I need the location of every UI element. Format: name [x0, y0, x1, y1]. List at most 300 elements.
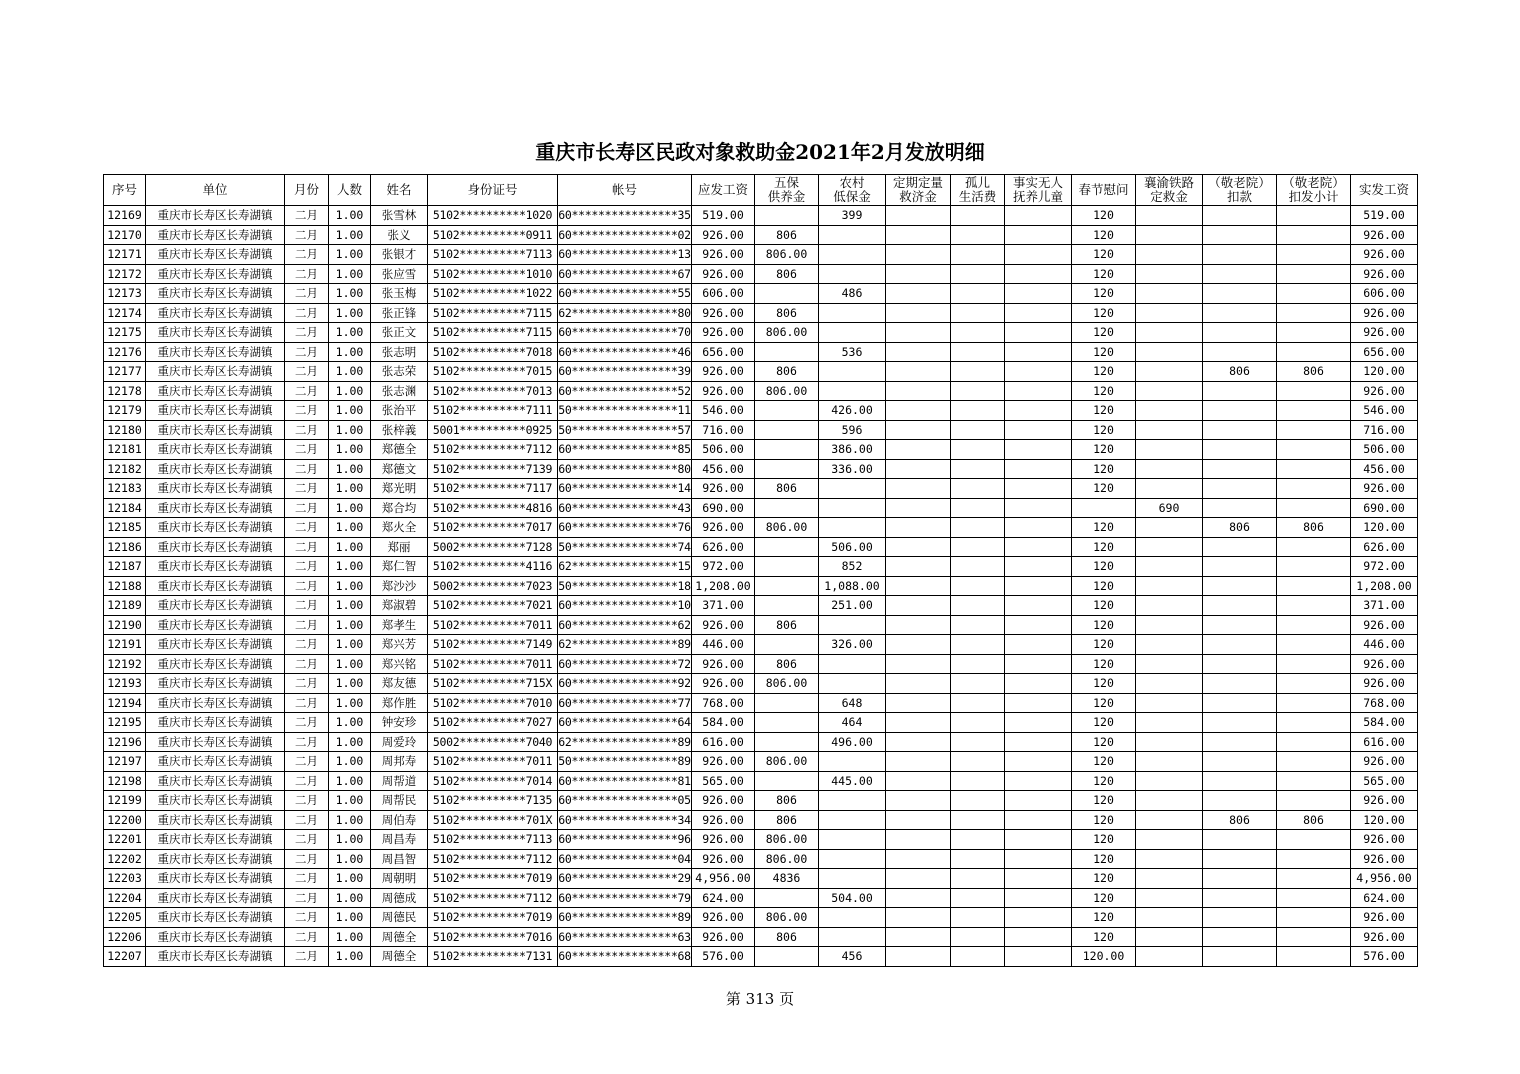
cell-guer: [951, 518, 1005, 538]
cell-idno: 5102**********0911: [428, 225, 558, 245]
cell-month: 二月: [285, 615, 329, 635]
cell-jlxj: [1277, 635, 1351, 655]
cell-xiangyu: [1136, 693, 1203, 713]
cell-wubao: [755, 342, 819, 362]
cell-seq: 12185: [104, 518, 146, 538]
table-row: [104, 498, 1418, 518]
cell-chunjie: 120: [1072, 381, 1136, 401]
column-header-label: 春节慰问: [1078, 182, 1129, 197]
cell-due: 972.00: [692, 557, 755, 577]
cell-name: 张义: [371, 225, 428, 245]
cell-actual: 120.00: [1351, 518, 1418, 538]
cell-dibao: [819, 479, 886, 499]
table-row: [104, 849, 1418, 869]
cell-dingqi: [886, 537, 951, 557]
cell-actual: 926.00: [1351, 323, 1418, 343]
cell-actual: 926.00: [1351, 791, 1418, 811]
cell-month: 二月: [285, 557, 329, 577]
cell-dingqi: [886, 303, 951, 323]
cell-jlkk: 806: [1203, 518, 1277, 538]
cell-wubao: 806: [755, 264, 819, 284]
cell-month: 二月: [285, 908, 329, 928]
cell-seq: 12198: [104, 771, 146, 791]
cell-actual: 926.00: [1351, 830, 1418, 850]
cell-wubao: [755, 693, 819, 713]
cell-chunjie: 120: [1072, 674, 1136, 694]
cell-month: 二月: [285, 791, 329, 811]
cell-guer: [951, 245, 1005, 265]
cell-xiangyu: [1136, 576, 1203, 596]
cell-jlxj: [1277, 323, 1351, 343]
cell-account: 60****************77: [558, 693, 692, 713]
cell-jlkk: [1203, 557, 1277, 577]
cell-jlkk: [1203, 771, 1277, 791]
cell-jlxj: [1277, 401, 1351, 421]
cell-unit: 重庆市长寿区长寿湖镇: [146, 479, 285, 499]
cell-actual: 584.00: [1351, 713, 1418, 733]
cell-jlxj: [1277, 459, 1351, 479]
cell-jlkk: [1203, 323, 1277, 343]
cell-chunjie: 120: [1072, 596, 1136, 616]
cell-chunjie: 120: [1072, 420, 1136, 440]
cell-seq: 12205: [104, 908, 146, 928]
table-row: [104, 342, 1418, 362]
cell-actual: 972.00: [1351, 557, 1418, 577]
cell-dingqi: [886, 479, 951, 499]
cell-idno: 5102**********715X: [428, 674, 558, 694]
cell-xiangyu: [1136, 479, 1203, 499]
cell-xiangyu: [1136, 888, 1203, 908]
cell-dibao: [819, 518, 886, 538]
column-header-line: 低保金: [833, 189, 871, 204]
cell-jlxj: [1277, 791, 1351, 811]
cell-jlxj: [1277, 381, 1351, 401]
column-header-actual: [1351, 175, 1418, 206]
cell-people: 1.00: [329, 576, 371, 596]
cell-jlxj: [1277, 576, 1351, 596]
cell-month: 二月: [285, 206, 329, 226]
cell-month: 二月: [285, 323, 329, 343]
cell-shishi: [1005, 752, 1072, 772]
cell-actual: 926.00: [1351, 303, 1418, 323]
cell-actual: 120.00: [1351, 810, 1418, 830]
cell-jlkk: [1203, 381, 1277, 401]
cell-month: 二月: [285, 947, 329, 967]
cell-dibao: [819, 927, 886, 947]
cell-unit: 重庆市长寿区长寿湖镇: [146, 674, 285, 694]
cell-xiangyu: [1136, 908, 1203, 928]
cell-shishi: [1005, 654, 1072, 674]
column-header-line: 定救金: [1150, 189, 1188, 204]
cell-people: 1.00: [329, 596, 371, 616]
cell-wubao: [755, 498, 819, 518]
cell-chunjie: 120: [1072, 518, 1136, 538]
cell-dibao: 1,088.00: [819, 576, 886, 596]
cell-idno: 5102**********7011: [428, 615, 558, 635]
cell-shishi: [1005, 830, 1072, 850]
cell-unit: 重庆市长寿区长寿湖镇: [146, 557, 285, 577]
cell-shishi: [1005, 440, 1072, 460]
cell-seq: 12189: [104, 596, 146, 616]
cell-jlxj: [1277, 927, 1351, 947]
cell-unit: 重庆市长寿区长寿湖镇: [146, 849, 285, 869]
cell-name: 张正锋: [371, 303, 428, 323]
cell-actual: 690.00: [1351, 498, 1418, 518]
cell-idno: 5102**********7015: [428, 362, 558, 382]
cell-dibao: 852: [819, 557, 886, 577]
cell-due: 926.00: [692, 479, 755, 499]
cell-chunjie: 120: [1072, 635, 1136, 655]
cell-xiangyu: [1136, 830, 1203, 850]
cell-wubao: [755, 401, 819, 421]
cell-dibao: [819, 752, 886, 772]
cell-xiangyu: [1136, 518, 1203, 538]
table-row: [104, 557, 1418, 577]
cell-shishi: [1005, 225, 1072, 245]
cell-dingqi: [886, 284, 951, 304]
relief-payment-table: [103, 174, 1418, 967]
cell-dingqi: [886, 927, 951, 947]
column-header-line: 扣款: [1226, 189, 1252, 204]
cell-jlxj: [1277, 537, 1351, 557]
cell-jlkk: [1203, 479, 1277, 499]
cell-dingqi: [886, 693, 951, 713]
column-header-guer: [951, 175, 1005, 206]
cell-dibao: [819, 615, 886, 635]
cell-unit: 重庆市长寿区长寿湖镇: [146, 791, 285, 811]
cell-xiangyu: [1136, 440, 1203, 460]
cell-xiangyu: [1136, 323, 1203, 343]
cell-month: 二月: [285, 342, 329, 362]
cell-guer: [951, 284, 1005, 304]
column-header-label: 序号: [111, 182, 137, 197]
cell-jlxj: [1277, 674, 1351, 694]
cell-chunjie: 120: [1072, 284, 1136, 304]
cell-seq: 12177: [104, 362, 146, 382]
cell-idno: 5102**********7018: [428, 342, 558, 362]
cell-chunjie: 120: [1072, 440, 1136, 460]
cell-unit: 重庆市长寿区长寿湖镇: [146, 498, 285, 518]
cell-due: 926.00: [692, 830, 755, 850]
cell-xiangyu: [1136, 927, 1203, 947]
cell-dingqi: [886, 420, 951, 440]
cell-account: 60****************80: [558, 459, 692, 479]
cell-people: 1.00: [329, 381, 371, 401]
cell-due: 616.00: [692, 732, 755, 752]
table-row: [104, 947, 1418, 967]
cell-people: 1.00: [329, 654, 371, 674]
cell-name: 周爱玲: [371, 732, 428, 752]
cell-seq: 12201: [104, 830, 146, 850]
cell-account: 60****************64: [558, 713, 692, 733]
cell-guer: [951, 635, 1005, 655]
cell-jlkk: [1203, 420, 1277, 440]
cell-chunjie: 120: [1072, 303, 1136, 323]
cell-dingqi: [886, 381, 951, 401]
cell-people: 1.00: [329, 303, 371, 323]
page-title: 重庆市长寿区民政对象救助金2021年2月发放明细: [535, 140, 985, 164]
cell-seq: 12172: [104, 264, 146, 284]
cell-actual: 456.00: [1351, 459, 1418, 479]
cell-unit: 重庆市长寿区长寿湖镇: [146, 284, 285, 304]
cell-jlkk: [1203, 674, 1277, 694]
cell-dibao: [819, 830, 886, 850]
cell-dibao: 326.00: [819, 635, 886, 655]
cell-seq: 12204: [104, 888, 146, 908]
cell-guer: [951, 323, 1005, 343]
cell-jlkk: [1203, 713, 1277, 733]
column-header-label: 单位: [202, 182, 228, 197]
cell-guer: [951, 537, 1005, 557]
cell-name: 钟安珍: [371, 713, 428, 733]
cell-account: 60****************70: [558, 323, 692, 343]
cell-xiangyu: [1136, 459, 1203, 479]
cell-account: 60****************46: [558, 342, 692, 362]
cell-jlkk: [1203, 576, 1277, 596]
cell-dingqi: [886, 849, 951, 869]
cell-dibao: 486: [819, 284, 886, 304]
cell-actual: 926.00: [1351, 479, 1418, 499]
cell-month: 二月: [285, 752, 329, 772]
cell-shishi: [1005, 323, 1072, 343]
column-header-line: 抚养儿童: [1012, 189, 1063, 204]
cell-xiangyu: [1136, 245, 1203, 265]
cell-seq: 12197: [104, 752, 146, 772]
cell-wubao: 806: [755, 225, 819, 245]
cell-actual: 926.00: [1351, 245, 1418, 265]
column-header-xiangyu: [1136, 175, 1203, 206]
cell-month: 二月: [285, 713, 329, 733]
cell-account: 60****************04: [558, 849, 692, 869]
cell-shishi: [1005, 401, 1072, 421]
cell-unit: 重庆市长寿区长寿湖镇: [146, 420, 285, 440]
cell-month: 二月: [285, 830, 329, 850]
cell-name: 郑火全: [371, 518, 428, 538]
table-row: [104, 264, 1418, 284]
cell-jlkk: [1203, 888, 1277, 908]
cell-month: 二月: [285, 401, 329, 421]
cell-jlxj: 806: [1277, 810, 1351, 830]
cell-actual: 576.00: [1351, 947, 1418, 967]
cell-name: 张志渊: [371, 381, 428, 401]
cell-jlxj: [1277, 245, 1351, 265]
cell-chunjie: 120.00: [1072, 947, 1136, 967]
cell-dingqi: [886, 557, 951, 577]
cell-wubao: 806.00: [755, 518, 819, 538]
cell-shishi: [1005, 206, 1072, 226]
cell-idno: 5102**********7010: [428, 693, 558, 713]
cell-guer: [951, 713, 1005, 733]
cell-dibao: 536: [819, 342, 886, 362]
cell-account: 60****************67: [558, 264, 692, 284]
cell-account: 60****************02: [558, 225, 692, 245]
cell-unit: 重庆市长寿区长寿湖镇: [146, 362, 285, 382]
cell-xiangyu: [1136, 225, 1203, 245]
cell-wubao: [755, 420, 819, 440]
column-header-people: [329, 175, 371, 206]
cell-xiangyu: [1136, 596, 1203, 616]
cell-shishi: [1005, 342, 1072, 362]
cell-actual: 926.00: [1351, 849, 1418, 869]
cell-chunjie: 120: [1072, 225, 1136, 245]
cell-seq: 12179: [104, 401, 146, 421]
cell-guer: [951, 576, 1005, 596]
cell-jlkk: [1203, 596, 1277, 616]
cell-shishi: [1005, 615, 1072, 635]
cell-name: 郑兴铭: [371, 654, 428, 674]
cell-account: 60****************14: [558, 479, 692, 499]
cell-dibao: 648: [819, 693, 886, 713]
cell-jlxj: [1277, 303, 1351, 323]
cell-actual: 626.00: [1351, 537, 1418, 557]
cell-wubao: 806.00: [755, 245, 819, 265]
cell-unit: 重庆市长寿区长寿湖镇: [146, 654, 285, 674]
page-number: 第 313 页: [725, 990, 795, 1008]
cell-due: 926.00: [692, 908, 755, 928]
cell-unit: 重庆市长寿区长寿湖镇: [146, 323, 285, 343]
column-header-line: 定期定量: [892, 175, 943, 190]
cell-account: 60****************92: [558, 674, 692, 694]
table-row: [104, 440, 1418, 460]
cell-name: 郑兴芳: [371, 635, 428, 655]
cell-actual: 546.00: [1351, 401, 1418, 421]
cell-dingqi: [886, 791, 951, 811]
cell-wubao: 806: [755, 479, 819, 499]
cell-dingqi: [886, 615, 951, 635]
cell-name: 周朝明: [371, 869, 428, 889]
cell-month: 二月: [285, 303, 329, 323]
cell-wubao: [755, 888, 819, 908]
cell-idno: 5002**********7128: [428, 537, 558, 557]
table-row: [104, 927, 1418, 947]
cell-account: 60****************39: [558, 362, 692, 382]
cell-shishi: [1005, 791, 1072, 811]
cell-shishi: [1005, 713, 1072, 733]
cell-jlxj: [1277, 596, 1351, 616]
cell-dingqi: [886, 674, 951, 694]
cell-shishi: [1005, 264, 1072, 284]
cell-people: 1.00: [329, 362, 371, 382]
cell-due: 519.00: [692, 206, 755, 226]
cell-seq: 12191: [104, 635, 146, 655]
cell-idno: 5102**********4116: [428, 557, 558, 577]
cell-account: 60****************79: [558, 888, 692, 908]
cell-account: 60****************89: [558, 908, 692, 928]
cell-unit: 重庆市长寿区长寿湖镇: [146, 245, 285, 265]
cell-month: 二月: [285, 869, 329, 889]
cell-jlkk: [1203, 693, 1277, 713]
cell-seq: 12182: [104, 459, 146, 479]
cell-shishi: [1005, 537, 1072, 557]
cell-jlkk: [1203, 732, 1277, 752]
cell-seq: 12187: [104, 557, 146, 577]
cell-name: 周伯寿: [371, 810, 428, 830]
cell-due: 565.00: [692, 771, 755, 791]
cell-seq: 12170: [104, 225, 146, 245]
cell-dibao: 426.00: [819, 401, 886, 421]
table-row: [104, 693, 1418, 713]
column-header-line: （敬老院）: [1208, 175, 1271, 190]
cell-people: 1.00: [329, 557, 371, 577]
cell-seq: 12184: [104, 498, 146, 518]
cell-account: 50****************74: [558, 537, 692, 557]
cell-actual: 120.00: [1351, 362, 1418, 382]
cell-seq: 12195: [104, 713, 146, 733]
cell-chunjie: 120: [1072, 615, 1136, 635]
cell-dingqi: [886, 654, 951, 674]
cell-account: 60****************52: [558, 381, 692, 401]
cell-jlxj: [1277, 342, 1351, 362]
cell-xiangyu: [1136, 635, 1203, 655]
cell-name: 张正文: [371, 323, 428, 343]
cell-seq: 12169: [104, 206, 146, 226]
cell-account: 62****************80: [558, 303, 692, 323]
cell-seq: 12202: [104, 849, 146, 869]
cell-due: 456.00: [692, 459, 755, 479]
cell-xiangyu: [1136, 264, 1203, 284]
cell-due: 626.00: [692, 537, 755, 557]
cell-dibao: [819, 498, 886, 518]
cell-due: 926.00: [692, 927, 755, 947]
cell-name: 张银才: [371, 245, 428, 265]
cell-name: 郑沙沙: [371, 576, 428, 596]
column-header-due: [692, 175, 755, 206]
cell-name: 周帮道: [371, 771, 428, 791]
cell-actual: 926.00: [1351, 381, 1418, 401]
cell-shishi: [1005, 381, 1072, 401]
cell-wubao: 806.00: [755, 849, 819, 869]
cell-unit: 重庆市长寿区长寿湖镇: [146, 264, 285, 284]
cell-xiangyu: [1136, 752, 1203, 772]
cell-actual: 606.00: [1351, 284, 1418, 304]
cell-dibao: 445.00: [819, 771, 886, 791]
cell-account: 60****************81: [558, 771, 692, 791]
cell-unit: 重庆市长寿区长寿湖镇: [146, 830, 285, 850]
cell-dingqi: [886, 225, 951, 245]
cell-wubao: 806.00: [755, 323, 819, 343]
cell-idno: 5002**********7023: [428, 576, 558, 596]
cell-due: 371.00: [692, 596, 755, 616]
cell-idno: 5102**********7017: [428, 518, 558, 538]
cell-unit: 重庆市长寿区长寿湖镇: [146, 401, 285, 421]
cell-people: 1.00: [329, 518, 371, 538]
cell-wubao: 4836: [755, 869, 819, 889]
cell-shishi: [1005, 849, 1072, 869]
cell-xiangyu: [1136, 849, 1203, 869]
cell-guer: [951, 557, 1005, 577]
cell-month: 二月: [285, 284, 329, 304]
cell-jlxj: [1277, 440, 1351, 460]
cell-account: 60****************43: [558, 498, 692, 518]
column-header-idno: [428, 175, 558, 206]
cell-due: 926.00: [692, 362, 755, 382]
cell-due: 926.00: [692, 303, 755, 323]
cell-jlxj: [1277, 713, 1351, 733]
cell-name: 张梓義: [371, 420, 428, 440]
cell-idno: 5102**********7013: [428, 381, 558, 401]
cell-guer: [951, 947, 1005, 967]
cell-account: 60****************68: [558, 947, 692, 967]
cell-idno: 5102**********1010: [428, 264, 558, 284]
cell-name: 张志明: [371, 342, 428, 362]
cell-idno: 5102**********701X: [428, 810, 558, 830]
cell-idno: 5102**********7112: [428, 888, 558, 908]
column-header-label: 人数: [336, 182, 362, 197]
cell-dingqi: [886, 596, 951, 616]
cell-dibao: [819, 849, 886, 869]
cell-due: 606.00: [692, 284, 755, 304]
cell-actual: 565.00: [1351, 771, 1418, 791]
